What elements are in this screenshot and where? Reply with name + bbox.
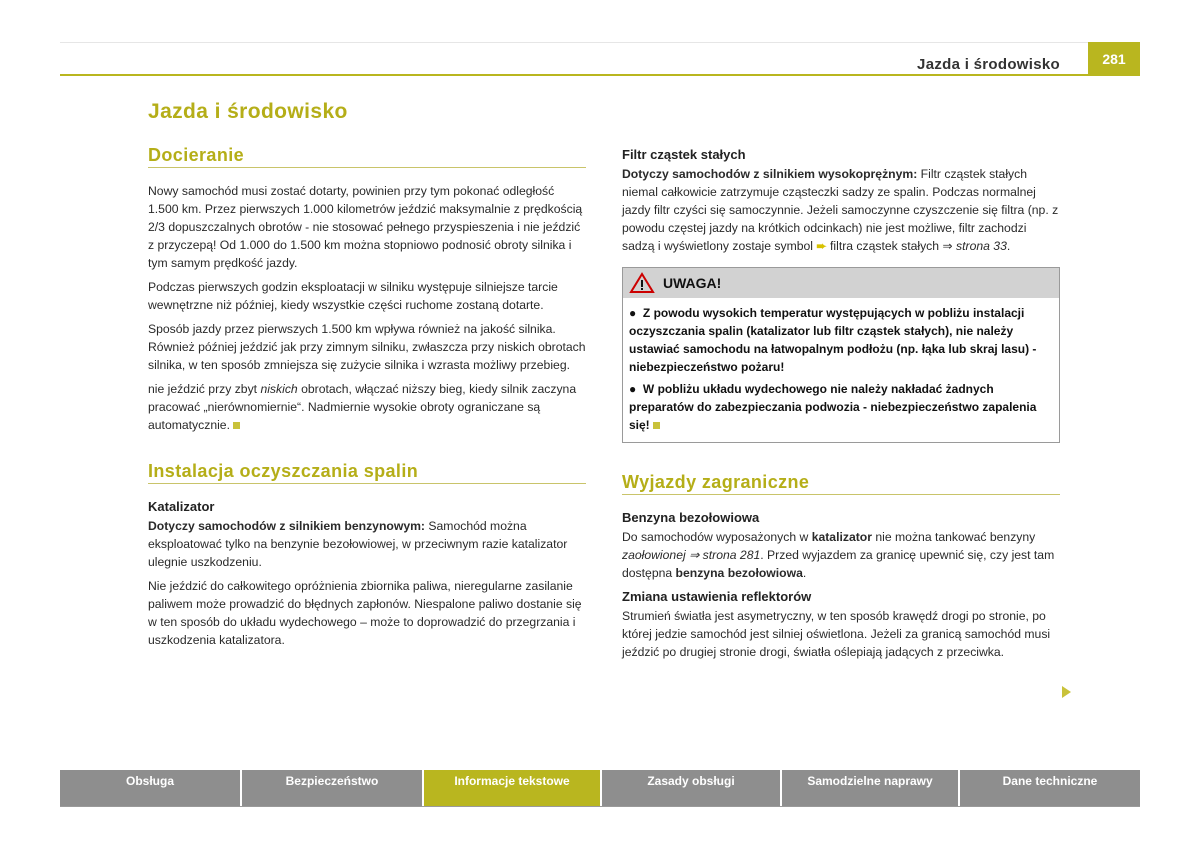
paragraph: Nie jeździć do całkowitego opróżnienia zbiornika paliwa, nieregularne zasilanie paliwem może prowadzić do błędnych zapłonów. Niespalone paliwo dostanie się w ten sposób do układu wydechowego – może to doprowadzić do przegrzania i uszkodzenia katalizatora. (148, 579, 582, 647)
warning-title: UWAGA! (663, 275, 722, 291)
subtitle-benzyna: Benzyna bezołowiowa (622, 510, 760, 525)
paragraph: Nowy samochód musi zostać dotarty, powinien przy tym pokonać odległość 1.500 km. Przez pierwszych 1.000 kilometrów jeździć maksymalnie z prędkością 2/3 dopuszczalnych obrotów - nie stosować pełnego przyspieszenia i nie jeździć z przyczepą! Od 1.000 do 1.500 km można stopniowo podnosić obroty silnika i tym samym prędkość jazdy. (148, 184, 583, 270)
warning-body (623, 298, 1059, 442)
section-title-instalacja: Instalacja oczyszczania spalin (148, 462, 586, 484)
paragraph: Do samochodów wyposażonych w katalizator nie można tankować benzyny zaołowionej ⇒ strona 281. Przed wyjazdem za granicę upewnić się, czy jest tam dostępna benzyna bezołowiowa. (622, 530, 1055, 580)
paragraph: nie jeździć przy zbyt niskich obrotach, włączać niższy bieg, kiedy silnik zaczyna pracować „nierównomiernie“. Nadmiernie wysokie obroty ograniczane są automatycznie. (148, 382, 577, 432)
warning-box (622, 267, 1060, 443)
bottom-rule (60, 806, 1140, 807)
warning-item: ● Z powodu wysokich temperatur występujących w pobliżu instalacji oczyszczania spalin (katalizator lub filtr cząstek stałych), nie należy ustawiać samochodu na łatwopalnym podłożu (np. łąka lub skraj lasu) - niebezpieczeństwo pożaru! (629, 306, 1037, 374)
paragraph: Dotyczy samochodów z silnikiem wysokoprężnym: Filtr cząstek stałych niemal całkowicie zatrzymuje cząsteczki sadzy ze spalin. Podczas normalnej jazdy filtr czyści się samoczynnie. Jeżeli samoczynne czyszczenie się filtra (np. z powodu częstej jazdy na krótkich odcinkach) nie jest możliwe, filtr zachodzi sadzą i wyświetlony zostaje symbol ➨ filtra cząstek stałych ⇒ strona 33. (622, 167, 1059, 253)
end-marker-icon (653, 422, 660, 429)
paragraph: Sposób jazdy przez pierwszych 1.500 km wpływa również na jakość silnika. Również później jeździć jak przy zimnym silniku, zwłaszcza przy niskich obrotach silnika, w ten sposób zmniejsza się zużycie silnika i wzrasta możliwy przebieg. (148, 322, 586, 372)
section-title-docieranie: Docieranie (148, 146, 586, 168)
tab-obsluga[interactable]: Obsługa (60, 770, 242, 806)
subtitle-filtr: Filtr cząstek stałych (622, 147, 746, 162)
page-link[interactable]: strona 33 (956, 239, 1007, 253)
tab-informacje-tekstowe[interactable]: Informacje tekstowe (424, 770, 602, 806)
tab-zasady-obslugi[interactable]: Zasady obsługi (602, 770, 782, 806)
subtitle-katalizator: Katalizator (148, 499, 215, 514)
paragraph: Podczas pierwszych godzin eksploatacji w silniku występuje silniejsze tarcie wewnętrzne niż później, kiedy wszystkie części ruchome zostaną dotarte. (148, 280, 558, 312)
right-column (622, 146, 1060, 667)
page-number: 281 (1088, 42, 1140, 76)
end-marker-icon (233, 422, 240, 429)
left-column (148, 146, 586, 655)
subtitle-reflektory: Zmiana ustawienia reflektorów (622, 589, 812, 604)
continue-arrow-icon (1062, 686, 1071, 698)
warning-triangle-icon (629, 272, 655, 294)
tab-bezpieczenstwo[interactable]: Bezpieczeństwo (242, 770, 424, 806)
paragraph: Dotyczy samochodów z silnikiem benzynowym: Samochód można eksploatować tylko na benzynie bezołowiowej, w przeciwnym razie katalizator ulegnie uszkodzeniu. (148, 519, 568, 569)
section-title-wyjazdy: Wyjazdy zagraniczne (622, 473, 1060, 495)
warning-header (623, 268, 1059, 298)
running-title: Jazda i środowisko (917, 56, 1060, 73)
main-title: Jazda i środowisko (148, 100, 348, 123)
tab-dane-techniczne[interactable]: Dane techniczne (960, 770, 1140, 806)
particle-filter-symbol-icon: ➨ (816, 239, 827, 253)
footer-tabs (60, 770, 1140, 806)
header-rule (60, 74, 1088, 76)
tab-samodzielne-naprawy[interactable]: Samodzielne naprawy (782, 770, 960, 806)
paragraph: Strumień światła jest asymetryczny, w ten sposób krawędź drogi po stronie, po której jedzie samochód jest silniej oświetlona. Jeżeli za granicą samochód musi jeździć po drugiej stronie drogi, światła oślepiają jadących z przeciwka. (622, 609, 1051, 659)
warning-item: ● W pobliżu układu wydechowego nie należy nakładać żadnych preparatów do zabezpieczania podwozia - niebezpieczeństwo zapalenia się! (629, 382, 1037, 432)
